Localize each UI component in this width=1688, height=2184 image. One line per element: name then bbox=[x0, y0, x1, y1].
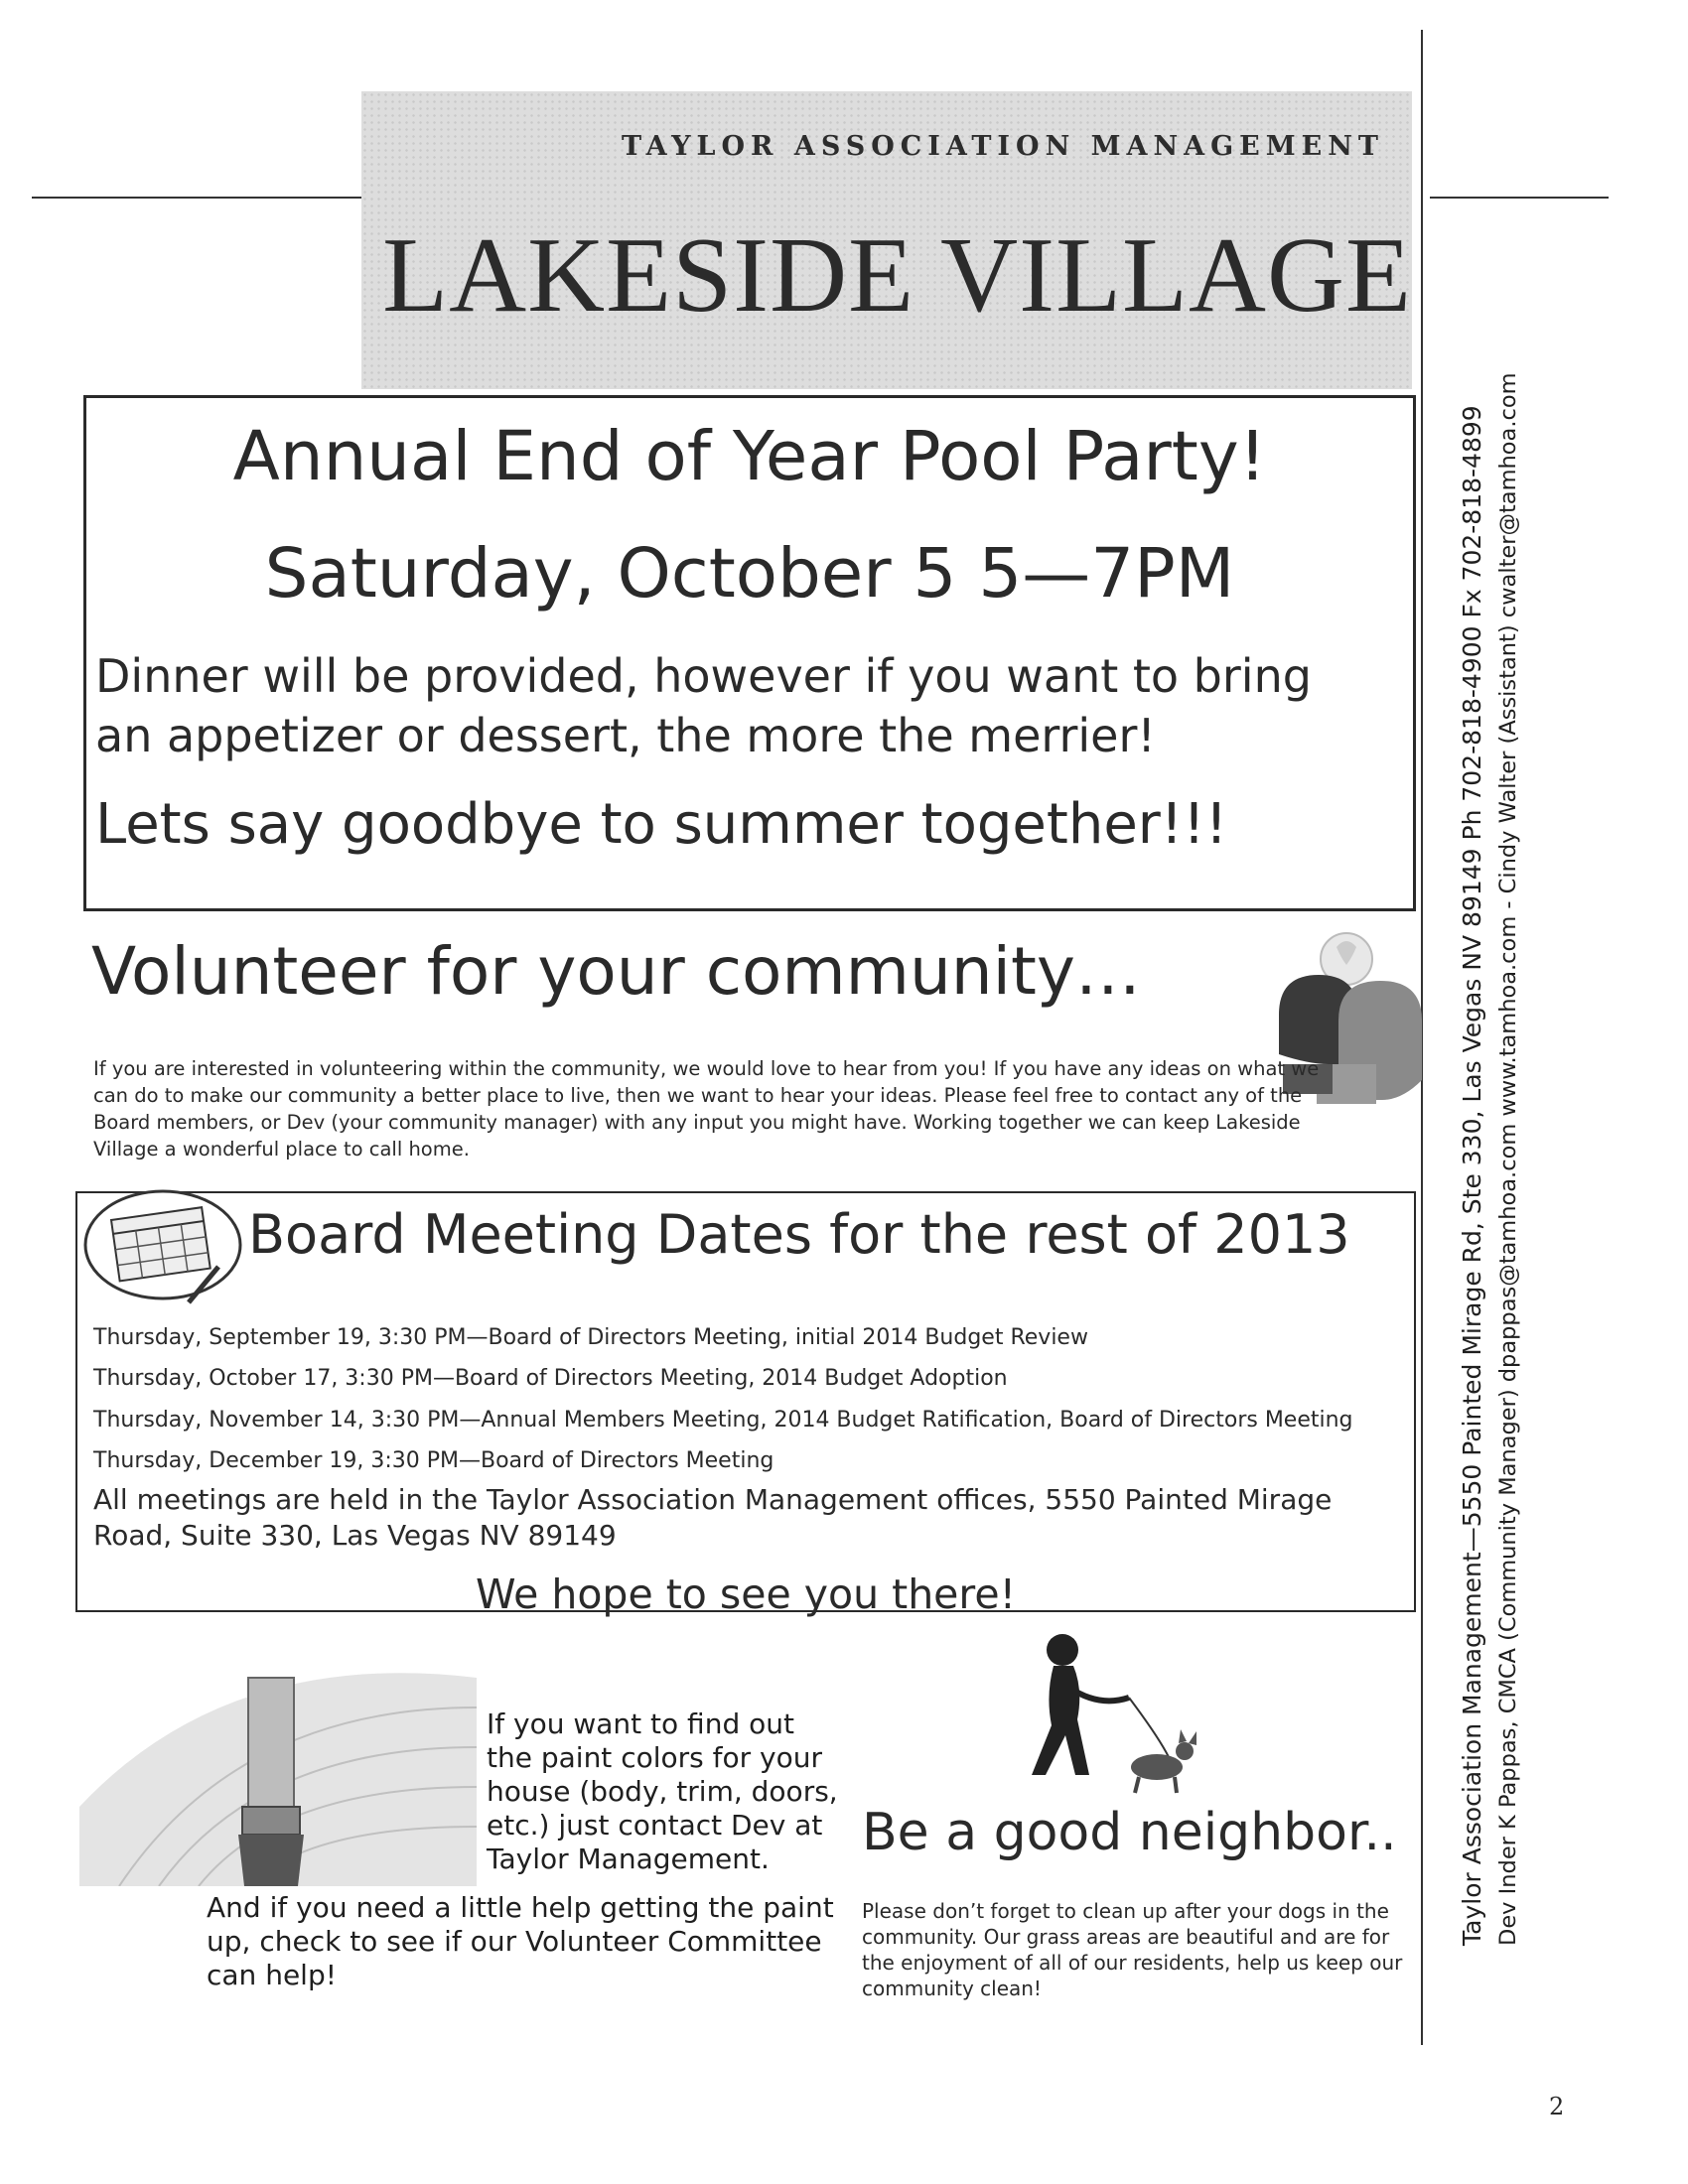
paintbrush-icon bbox=[79, 1668, 477, 1890]
neighbor-body: Please don’t forget to clean up after your dogs in the community. Our grass areas are beautiful and are for the enjoyment of all of our residents, help us keep our community clean! bbox=[862, 1899, 1403, 2000]
calendar-icon bbox=[79, 1187, 248, 1310]
paint-info-line: etc.) just contact Dev at bbox=[487, 1809, 823, 1842]
contact-address: —5550 Painted Mirage Rd, Ste 330, Las Vegas NV 89149 Ph 702-818-4900 Fx 702-818-4899 bbox=[1458, 405, 1486, 1553]
community-title: LAKESIDE VILLAGE bbox=[382, 216, 1412, 335]
paint-info-line: house (body, trim, doors, bbox=[487, 1775, 838, 1808]
meeting-item: Thursday, December 19, 3:30 PM—Board of Directors Meeting bbox=[93, 1448, 774, 1473]
page-number: 2 bbox=[1549, 2093, 1565, 2120]
see-you-text: We hope to see you there! bbox=[475, 1570, 1017, 1618]
party-goodbye: Lets say goodbye to summer together!!! bbox=[95, 792, 1228, 857]
party-date: Saturday, October 5 5—7PM bbox=[264, 534, 1235, 614]
party-title: Annual End of Year Pool Party! bbox=[232, 417, 1267, 496]
board-heading: Board Meeting Dates for the rest of 2013 bbox=[248, 1203, 1350, 1266]
top-left-rule bbox=[32, 197, 363, 199]
volunteer-body: If you are interested in volunteering within the community, we would love to hear from you! If you have any ideas on what we can do to make our community a better place to live, then we want to hear your ideas. Please feel free to contact any of the Board members, or Dev (your community manager) with any input you might have. Working together we can keep Lakeside Village a wonderful place to call home. bbox=[93, 1057, 1320, 1160]
contact-company-line bbox=[1455, 397, 1490, 1946]
dog-walker-icon bbox=[1018, 1628, 1206, 1801]
top-right-rule bbox=[1430, 197, 1609, 199]
meeting-item: Thursday, September 19, 3:30 PM—Board of Directors Meeting, initial 2014 Budget Review bbox=[93, 1325, 1088, 1350]
paint-info-line: Taylor Management. bbox=[487, 1843, 770, 1875]
company-name: TAYLOR ASSOCIATION MANAGEMENT bbox=[622, 131, 1384, 162]
paint-info bbox=[487, 1707, 838, 1876]
party-dinner-line2: an appetizer or dessert, the more the merrier! bbox=[95, 709, 1156, 762]
contact-company: Taylor Association Management bbox=[1458, 1552, 1486, 1946]
meeting-location-note: All meetings are held in the Taylor Association Management offices, 5550 Painted Mirage Road, Suite 330, Las Vegas NV 89149 bbox=[93, 1483, 1333, 1552]
neighbor-heading: Be a good neighbor.. bbox=[862, 1803, 1397, 1862]
meeting-item: Thursday, November 14, 3:30 PM—Annual Members Meeting, 2014 Budget Ratification, Board of Directors Meeting bbox=[93, 1408, 1353, 1433]
paint-info-line: If you want to find out bbox=[487, 1707, 794, 1740]
contact-info bbox=[1455, 372, 1526, 1946]
paint-volunteer-note: And if you need a little help getting the paint up, check to see if our Volunteer Committee can help! bbox=[207, 1891, 834, 1991]
volunteer-heading: Volunteer for your community… bbox=[91, 933, 1141, 1010]
meeting-item: Thursday, October 17, 3:30 PM—Board of Directors Meeting, 2014 Budget Adoption bbox=[93, 1366, 1008, 1391]
paint-info-line: the paint colors for your bbox=[487, 1741, 822, 1774]
contact-staff: Dev Inder K Pappas, CMCA (Community Manager) dpappas@tamhoa.com www.tamhoa.com - Cindy Walter (Assistant) cwalter@tamhoa.com bbox=[1495, 372, 1521, 1946]
party-dinner-line1: Dinner will be provided, however if you want to bring bbox=[95, 649, 1312, 703]
